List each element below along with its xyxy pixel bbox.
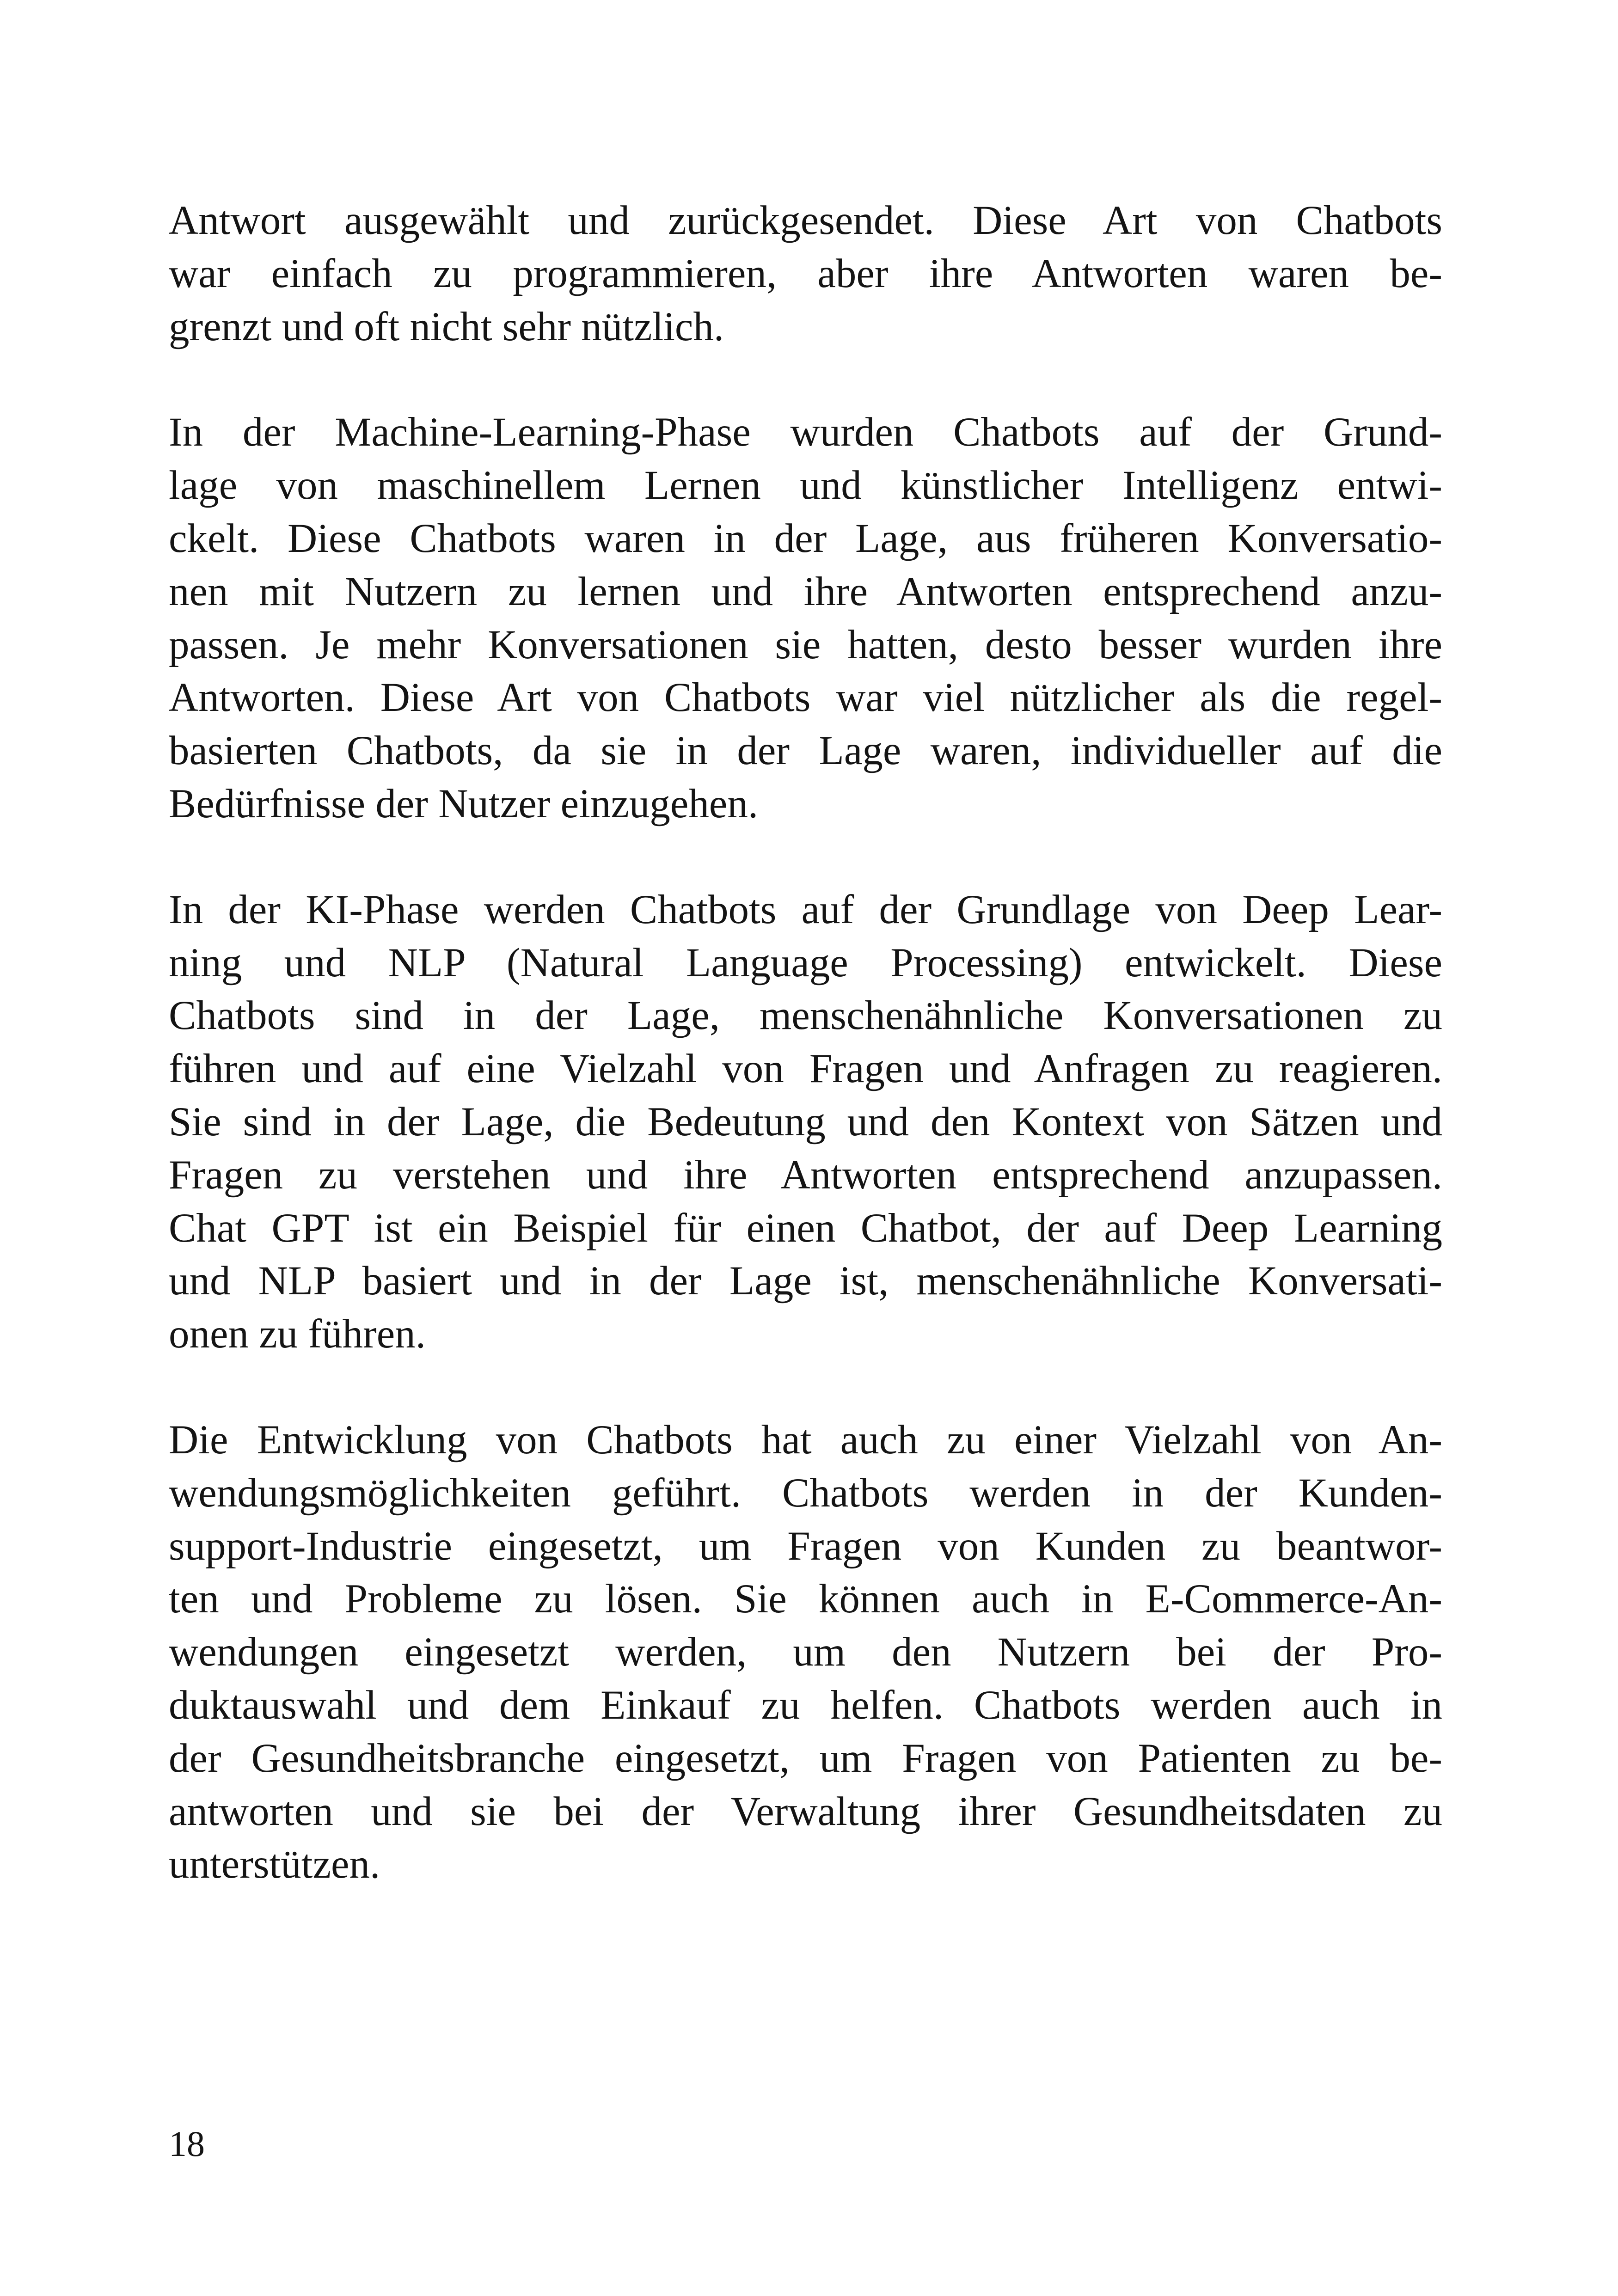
paragraph-1 bbox=[169, 194, 1442, 353]
text-line: ten und Probleme zu lösen. Sie können auch in E-Commerce-An- bbox=[169, 1576, 1442, 1622]
text-line: ning und NLP (Natural Language Processing) entwickelt. Diese bbox=[169, 940, 1442, 986]
text-line: Fragen zu verstehen und ihre Antworten entsprechend anzupassen. bbox=[169, 1152, 1442, 1198]
text-line: basierten Chatbots, da sie in der Lage waren, individueller auf die bbox=[169, 728, 1442, 774]
text-line: Bedürfnisse der Nutzer einzugehen. bbox=[169, 781, 759, 827]
text-line: unterstützen. bbox=[169, 1842, 380, 1887]
page-number: 18 bbox=[169, 2124, 205, 2164]
text-line: In der Machine-Learning-Phase wurden Chatbots auf der Grund- bbox=[169, 410, 1442, 455]
text-line: und NLP basiert und in der Lage ist, menschenähnliche Konversati- bbox=[169, 1258, 1442, 1304]
text-line: war einfach zu programmieren, aber ihre Antworten waren be- bbox=[169, 251, 1442, 296]
text-line: onen zu führen. bbox=[169, 1311, 426, 1357]
paragraph-2 bbox=[169, 406, 1442, 830]
text-line: support-Industrie eingesetzt, um Fragen von Kunden zu beantwor- bbox=[169, 1523, 1442, 1569]
text-line: der Gesundheitsbranche eingesetzt, um Fragen von Patienten zu be- bbox=[169, 1735, 1442, 1781]
text-line: lage von maschinellem Lernen und künstlicher Intelligenz entwi- bbox=[169, 463, 1442, 508]
text-line: wendungen eingesetzt werden, um den Nutzern bei der Pro- bbox=[169, 1629, 1442, 1675]
text-line: In der KI-Phase werden Chatbots auf der Grundlage von Deep Lear- bbox=[169, 887, 1442, 932]
text-line: passen. Je mehr Konversationen sie hatten, desto besser wurden ihre bbox=[169, 622, 1442, 667]
paragraph-4 bbox=[169, 1414, 1442, 1891]
text-line: Antworten. Diese Art von Chatbots war viel nützlicher als die regel- bbox=[169, 675, 1442, 721]
text-line: ckelt. Diese Chatbots waren in der Lage, aus früheren Konversatio- bbox=[169, 515, 1442, 561]
text-line: Chatbots sind in der Lage, menschenähnliche Konversationen zu bbox=[169, 993, 1442, 1039]
text-line: Sie sind in der Lage, die Bedeutung und den Kontext von Sätzen und bbox=[169, 1099, 1442, 1145]
text-line: nen mit Nutzern zu lernen und ihre Antworten entsprechend anzu- bbox=[169, 569, 1442, 614]
text-line: duktauswahl und dem Einkauf zu helfen. Chatbots werden auch in bbox=[169, 1682, 1442, 1728]
text-line: Antwort ausgewählt und zurückgesendet. Diese Art von Chatbots bbox=[169, 198, 1442, 243]
paragraph-3 bbox=[169, 883, 1442, 1361]
text-line: wendungsmöglichkeiten geführt. Chatbots werden in der Kunden- bbox=[169, 1470, 1442, 1516]
text-line: grenzt und oft nicht sehr nützlich. bbox=[169, 304, 724, 349]
text-line: führen und auf eine Vielzahl von Fragen und Anfragen zu reagieren. bbox=[169, 1046, 1442, 1092]
text-line: Die Entwicklung von Chatbots hat auch zu einer Vielzahl von An- bbox=[169, 1417, 1442, 1463]
body-text bbox=[169, 194, 1442, 1891]
text-line: Chat GPT ist ein Beispiel für einen Chatbot, der auf Deep Learning bbox=[169, 1205, 1442, 1251]
text-line: antworten und sie bei der Verwaltung ihrer Gesundheitsdaten zu bbox=[169, 1788, 1442, 1834]
